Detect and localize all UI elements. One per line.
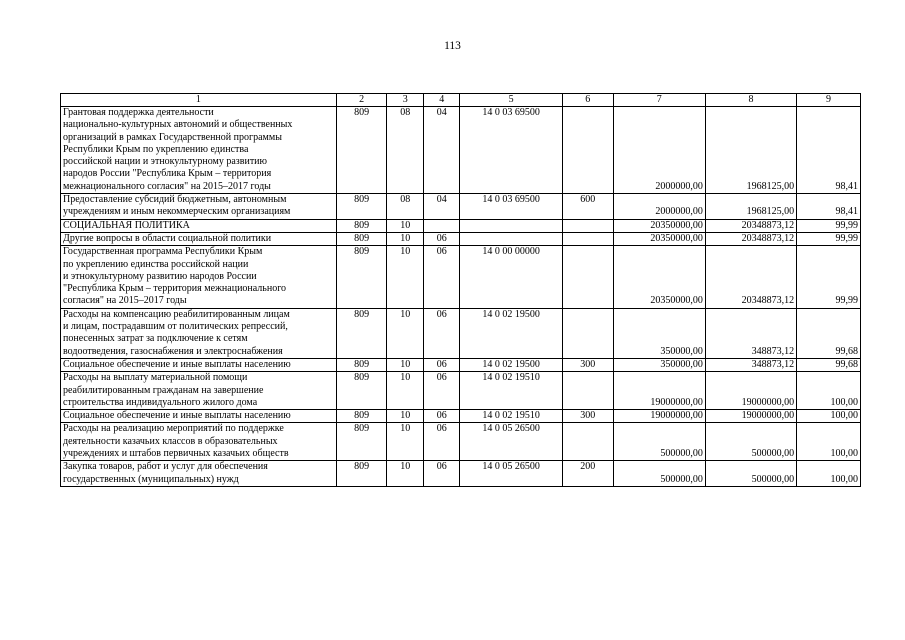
expense-type-cell (562, 423, 613, 461)
planned-amount-cell: 2000000,00 (613, 107, 705, 194)
subsection-code-cell: 06 (423, 410, 460, 423)
column-header: 6 (562, 94, 613, 107)
subsection-code-cell: 06 (423, 246, 460, 308)
expense-type-cell (562, 246, 613, 308)
column-header: 8 (705, 94, 796, 107)
column-header: 7 (613, 94, 705, 107)
execution-percent-cell: 100,00 (797, 372, 861, 410)
section-code-cell: 10 (387, 246, 424, 308)
expense-type-cell (562, 308, 613, 358)
ministry-code-cell: 809 (336, 410, 387, 423)
target-article-cell: 14 0 05 26500 (460, 423, 562, 461)
section-code-cell: 10 (387, 358, 424, 371)
column-header: 5 (460, 94, 562, 107)
ministry-code-cell: 809 (336, 358, 387, 371)
execution-percent-cell: 99,99 (797, 219, 861, 232)
expense-type-cell: 600 (562, 194, 613, 220)
subsection-code-cell: 06 (423, 423, 460, 461)
execution-percent-cell: 99,99 (797, 246, 861, 308)
executed-amount-cell: 1968125,00 (705, 107, 796, 194)
table-row (61, 219, 861, 232)
column-header: 4 (423, 94, 460, 107)
expense-type-cell (562, 372, 613, 410)
target-article-cell: 14 0 05 26500 (460, 461, 562, 487)
expenditure-name-cell: Грантовая поддержка деятельности национально-культурных автономий и общественных организаций в рамках Государственной программы Республики Крым по укреплению единства российской нации и этнокультурному развитию народов России "Республика Крым – территория межнационального согласия" на 2015–2017 годы (61, 107, 337, 194)
expense-type-cell (562, 107, 613, 194)
expense-type-cell: 200 (562, 461, 613, 487)
section-code-cell: 08 (387, 107, 424, 194)
expenditure-name-cell: Закупка товаров, работ и услуг для обеспечения государственных (муниципальных) нужд (61, 461, 337, 487)
expense-type-cell (562, 232, 613, 245)
execution-percent-cell: 98,41 (797, 194, 861, 220)
column-header: 1 (61, 94, 337, 107)
subsection-code-cell: 06 (423, 232, 460, 245)
ministry-code-cell: 809 (336, 461, 387, 487)
table-row (61, 372, 861, 410)
subsection-code-cell: 06 (423, 308, 460, 358)
table-row (61, 194, 861, 220)
section-code-cell: 10 (387, 219, 424, 232)
expenditure-name-cell: Предоставление субсидий бюджетным, автономным учреждениям и иным некоммерческим организациям (61, 194, 337, 220)
section-code-cell: 10 (387, 410, 424, 423)
ministry-code-cell: 809 (336, 423, 387, 461)
execution-percent-cell: 100,00 (797, 461, 861, 487)
section-code-cell: 10 (387, 372, 424, 410)
table-body (61, 94, 861, 487)
executed-amount-cell: 1968125,00 (705, 194, 796, 220)
expenditure-name-cell: СОЦИАЛЬНАЯ ПОЛИТИКА (61, 219, 337, 232)
table-row (61, 410, 861, 423)
planned-amount-cell: 19000000,00 (613, 410, 705, 423)
execution-percent-cell: 99,68 (797, 358, 861, 371)
table-row (61, 461, 861, 487)
expense-type-cell: 300 (562, 410, 613, 423)
planned-amount-cell: 500000,00 (613, 423, 705, 461)
target-article-cell: 14 0 02 19510 (460, 410, 562, 423)
subsection-code-cell (423, 219, 460, 232)
expenditure-name-cell: Расходы на компенсацию реабилитированным лицам и лицам, пострадавшим от политических репрессий, понесенных затрат за подключение к сетям водоотведения, газоснабжения и электроснабжения (61, 308, 337, 358)
target-article-cell: 14 0 00 00000 (460, 246, 562, 308)
section-code-cell: 08 (387, 194, 424, 220)
execution-percent-cell: 99,68 (797, 308, 861, 358)
expenditure-name-cell: Расходы на выплату материальной помощи реабилитированным гражданам на завершение строительства индивидуального жилого дома (61, 372, 337, 410)
expense-type-cell: 300 (562, 358, 613, 371)
planned-amount-cell: 20350000,00 (613, 232, 705, 245)
budget-table (60, 93, 861, 487)
section-code-cell: 10 (387, 232, 424, 245)
target-article-cell (460, 219, 562, 232)
section-code-cell: 10 (387, 308, 424, 358)
ministry-code-cell: 809 (336, 219, 387, 232)
table-row (61, 358, 861, 371)
execution-percent-cell: 98,41 (797, 107, 861, 194)
ministry-code-cell: 809 (336, 308, 387, 358)
target-article-cell: 14 0 02 19510 (460, 372, 562, 410)
target-article-cell: 14 0 02 19500 (460, 308, 562, 358)
expense-type-cell (562, 219, 613, 232)
planned-amount-cell: 20350000,00 (613, 219, 705, 232)
expenditure-name-cell: Другие вопросы в области социальной политики (61, 232, 337, 245)
table-row (61, 308, 861, 358)
expenditure-name-cell: Расходы на реализацию мероприятий по поддержке деятельности казачьих классов в образовательных учреждениях и штабов первичных казачьих обществ (61, 423, 337, 461)
subsection-code-cell: 06 (423, 461, 460, 487)
column-header: 2 (336, 94, 387, 107)
section-code-cell: 10 (387, 461, 424, 487)
executed-amount-cell: 20348873,12 (705, 219, 796, 232)
planned-amount-cell: 350000,00 (613, 308, 705, 358)
execution-percent-cell: 100,00 (797, 423, 861, 461)
execution-percent-cell: 99,99 (797, 232, 861, 245)
table-row (61, 107, 861, 194)
ministry-code-cell: 809 (336, 246, 387, 308)
target-article-cell: 14 0 03 69500 (460, 194, 562, 220)
table-row (61, 423, 861, 461)
section-code-cell: 10 (387, 423, 424, 461)
executed-amount-cell: 500000,00 (705, 461, 796, 487)
executed-amount-cell: 20348873,12 (705, 246, 796, 308)
ministry-code-cell: 809 (336, 372, 387, 410)
table-header-row (61, 94, 861, 107)
column-header: 9 (797, 94, 861, 107)
executed-amount-cell: 500000,00 (705, 423, 796, 461)
planned-amount-cell: 500000,00 (613, 461, 705, 487)
table-row (61, 246, 861, 308)
expenditure-name-cell: Социальное обеспечение и иные выплаты населению (61, 410, 337, 423)
expenditure-name-cell: Социальное обеспечение и иные выплаты населению (61, 358, 337, 371)
page-number: 113 (444, 40, 461, 52)
column-header: 3 (387, 94, 424, 107)
executed-amount-cell: 19000000,00 (705, 372, 796, 410)
executed-amount-cell: 348873,12 (705, 358, 796, 371)
ministry-code-cell: 809 (336, 107, 387, 194)
planned-amount-cell: 350000,00 (613, 358, 705, 371)
executed-amount-cell: 19000000,00 (705, 410, 796, 423)
subsection-code-cell: 06 (423, 372, 460, 410)
planned-amount-cell: 19000000,00 (613, 372, 705, 410)
planned-amount-cell: 2000000,00 (613, 194, 705, 220)
subsection-code-cell: 04 (423, 194, 460, 220)
target-article-cell: 14 0 02 19500 (460, 358, 562, 371)
planned-amount-cell: 20350000,00 (613, 246, 705, 308)
table-row (61, 232, 861, 245)
expenditure-name-cell: Государственная программа Республики Крым по укреплению единства российской нации и этнокультурному развитию народов России "Республика Крым – территория межнационального согласия" на 2015–2017 годы (61, 246, 337, 308)
target-article-cell (460, 232, 562, 245)
execution-percent-cell: 100,00 (797, 410, 861, 423)
subsection-code-cell: 06 (423, 358, 460, 371)
executed-amount-cell: 20348873,12 (705, 232, 796, 245)
ministry-code-cell: 809 (336, 232, 387, 245)
target-article-cell: 14 0 03 69500 (460, 107, 562, 194)
subsection-code-cell: 04 (423, 107, 460, 194)
ministry-code-cell: 809 (336, 194, 387, 220)
executed-amount-cell: 348873,12 (705, 308, 796, 358)
